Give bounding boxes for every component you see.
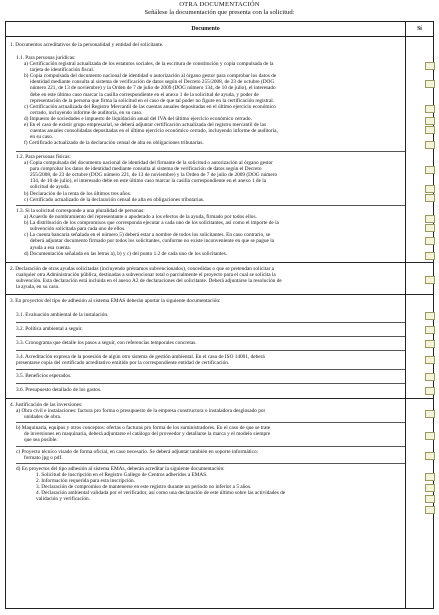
paragraph-line: la ayuda, en su caso.: [16, 284, 60, 291]
documentation-table: [5, 21, 434, 609]
divider: [16, 151, 405, 152]
section-1-3: [10, 208, 402, 257]
checkbox-1-1-e[interactable]: [425, 126, 435, 134]
divider: [16, 446, 405, 447]
column-header-document: Documento: [191, 26, 220, 32]
section-1: [10, 42, 402, 48]
checkbox-3-6[interactable]: [425, 387, 435, 395]
subsection-title: 1.1. Para personas jurídicas:: [16, 55, 76, 61]
checkbox-4-d-3[interactable]: [425, 495, 435, 503]
section-3-title: 3. En proyectos del tipo de adhesión al sistema EMAS deberán aportar la siguiente documentación:: [10, 298, 221, 304]
list-item: para comprobar los datos de identidad mediante consulta al sistema de verificación de datos según el Decreto: [30, 166, 262, 173]
list-item-3-1: [10, 312, 402, 318]
list-item-3-2: [10, 326, 402, 332]
list-item: b) La distribución de los compromisos que corresponda ejecutar a cada uno de los solicitantes, así como el importe de la: [24, 220, 279, 227]
list-item: número 221, de 13 de noviembre) y la Orden de 7 de julio de 2009 (DOG número 134, de 10 de julio), el interesado: [30, 85, 276, 92]
checkbox-4-b[interactable]: [425, 432, 435, 440]
paragraph-line: 2. Declaración de otras ayudas solicitadas (incluyendo préstamos subvencionados), concedidas o que se pretendan solicitar a: [10, 266, 275, 272]
list-item: d) Impuesto de sociedades e impuesto de liquidación anual del IVA del último ejercicio económico cerrado.: [24, 115, 252, 122]
list-item-3-6: [10, 387, 402, 393]
list-item: cuentas anuales consolidadas depositadas en el último ejercicio económico cerrado, incluyendo informe de auditoría,: [30, 128, 278, 135]
list-item: c) Certificado actualizado de la declaración censal de alta en obligaciones tributarias.: [24, 196, 205, 203]
list-item: presentarse copia del certificado acreditativo emitido por la correspondiente entidad de certificación.: [16, 360, 230, 367]
list-item: representación de la persona que firma la solicitud en el caso de que tal poder no figure en la certificación registral.: [30, 97, 274, 104]
list-item: en su caso.: [30, 134, 54, 141]
list-item: c) Certificación actualizada del Registro Mercantil de las cuentas anuales depositadas en el último ejercicio económico: [24, 103, 276, 110]
section-divider: [6, 398, 433, 399]
list-item: subvención solicitada para cada uno de ellos.: [30, 226, 126, 233]
checkbox-1-1-b[interactable]: [425, 80, 435, 88]
section-2: [10, 266, 402, 290]
list-item: 1. Solicitud de inscripción en el Registro Gallego de Centros adheridos a EMAS.: [36, 472, 208, 479]
list-item: ayuda a esa cuenta.: [30, 244, 71, 251]
checkbox-1-1-d[interactable]: [425, 117, 435, 125]
subsection-title: 1.3. Si la solicitud corresponde a una pluralidad de personas:: [16, 208, 145, 214]
checkbox-3-3[interactable]: [425, 340, 435, 348]
checkbox-1-2-b[interactable]: [425, 185, 435, 193]
list-item: b) Declaración de la renta de los últimos tres años.: [24, 190, 132, 197]
list-item: solicitud de ayuda.: [30, 184, 70, 191]
list-item: 3.2. Política ambiental a seguir.: [16, 326, 83, 332]
divider: [16, 336, 405, 337]
list-item: de inversiones en maquinaria, deberá adjuntarse el catálogo del proveedor y detallarse la marca y el modelo siempre: [24, 431, 271, 438]
divider: [16, 463, 405, 464]
checkbox-4-d-2[interactable]: [425, 484, 435, 492]
checkbox-4-d-1[interactable]: [425, 473, 435, 481]
divider: [16, 350, 405, 351]
list-item-4-c: [10, 449, 402, 461]
list-item: f) Certificado actualizado de la declaración censal de alta en obligaciones tributarias.: [24, 140, 204, 147]
list-item: 3.6. Presupuesto detallado de los gastos.: [16, 387, 102, 393]
paragraph-line: subvención. Esta declaración está incluida en el anexo A2 de declaraciones del solicitante. Deberá adjuntarse la resolución de: [16, 278, 282, 285]
list-item: formato jpg o pdf.: [24, 455, 63, 462]
list-item: d) En proyectos del tipo adhesión al sistema EMAs, deberán acreditar la siguiente documentación:: [16, 466, 225, 472]
divider: [16, 205, 405, 206]
page-subtitle: Señálese la documentación que presenta con la solicitud:: [144, 9, 295, 16]
list-item-3-3: [10, 340, 402, 346]
checkbox-1-1-a[interactable]: [425, 62, 435, 70]
divider: [16, 422, 405, 423]
list-item: 3.5. Beneficios esperados.: [16, 373, 72, 379]
column-header-si: Sí: [417, 26, 422, 32]
checkbox-2[interactable]: [425, 276, 435, 284]
list-item-4-b: [10, 425, 402, 443]
list-item: 255/2008, de 23 de octubre (DOG número 221, de 13 de noviembre) y la Orden de 7 de julio de 2009 (DOG número: [30, 172, 278, 179]
checkbox-1-2-c[interactable]: [425, 194, 435, 202]
list-item: cerrado, incluyendo informe de auditoría, en su caso.: [30, 109, 143, 116]
list-item: b) Maquinaria, equipos y otros conceptos: ofertas o facturas pro forma de los suministradores. En el caso de que se trate: [16, 425, 271, 431]
table-header: [6, 22, 433, 37]
checkbox-1-2-a[interactable]: [425, 166, 435, 174]
divider: [16, 383, 405, 384]
list-item: 3.3. Cronograma que detalle los pasos a seguir, con referencias temporales concretas.: [16, 340, 197, 346]
section-4: [10, 402, 402, 420]
column-divider: [405, 22, 406, 608]
list-item: 134, de 10 de julio), el interesado debe en este último caso marcar la casilla correspondiente en el anexo 1 de la: [30, 178, 267, 185]
paragraph-line: cualquier otra Administración pública, destinadas a subvencionar total o parcialmente el proyecto para el cual se solicita la: [16, 272, 276, 279]
checkbox-1-1-f[interactable]: [425, 141, 435, 149]
checkbox-3-4[interactable]: [425, 356, 435, 364]
list-item: que sea posible.: [24, 437, 58, 444]
list-item: a) Acuerdo de nombramiento del representante o apoderado a los efectos de la ayuda, firmado por todos ellos.: [24, 214, 257, 221]
list-item: c) La cuenta bancaria señalada en el número 5) deberá estar a nombre de todos los solicitantes. En caso contrario, se: [24, 232, 271, 239]
list-item: 3.4. Acreditación expresa de la posesión de algún otro sistema de gestión ambiental. En el caso de ISO 14001, deberá: [16, 354, 265, 360]
checkbox-4-c[interactable]: [425, 452, 435, 460]
list-item: b) Copia compulsada del documento nacional de identidad o autorización al órgano gestor para comprobar los datos de: [24, 73, 277, 80]
section-3: [10, 298, 402, 304]
list-item: deberá adjuntar documento firmado por todos los solicitantes, conforme no existe inconveniente en que se pague la: [30, 238, 275, 245]
checkbox-1-3-d[interactable]: [425, 252, 435, 260]
list-item: 3.1. Evaluación ambiental de la instalación.: [16, 312, 109, 318]
list-item-3-5: [10, 373, 402, 379]
list-item: debe en este último caso marcar la casilla correspondiente en el anexo 1 de la solicitud de ayuda, y poder de: [30, 91, 259, 98]
list-item: a) Certificación registral actualizada de los estatutos sociales, de la escritura de constitución y copia compulsada de la: [24, 61, 274, 68]
list-item: identidad mediante consulta al sistema de verificación de datos según el Decreto 255/2008, de 23 de octubre (DOG: [30, 79, 275, 86]
list-item: e) En el caso de existir grupo empresarial, se deberá adjuntar certificación actualizada del registro mercantil de las: [24, 122, 267, 129]
subsection-title: 1.2. Para personas físicas:: [16, 154, 71, 160]
page-title: OTRA DOCUMENTACIÓN: [179, 1, 260, 8]
checkbox-1-3-a[interactable]: [425, 215, 435, 223]
list-item: c) Proyecto técnico visado de forma oficial, en caso necesario. Se deberá adjuntar también en soporte informático:: [16, 449, 259, 455]
section-divider: [6, 262, 433, 263]
checkbox-3-2[interactable]: [425, 326, 435, 334]
checkbox-1-3-b[interactable]: [425, 224, 435, 232]
checkbox-4-d-4[interactable]: [425, 506, 435, 514]
section-divider: [6, 294, 433, 295]
list-item-3-4: [10, 354, 402, 366]
list-item: 2. Información requerida para esta inscripción.: [36, 478, 135, 485]
list-item: a) Obra civil e instalaciones: factura pro forma o presupuesto de la empresa constructora o instaladora desglosado por: [16, 408, 266, 415]
checkbox-3-5[interactable]: [425, 373, 435, 381]
checkbox-1-1-c[interactable]: [425, 105, 435, 113]
section-4-title: 4. Justificación de las inversiones:: [10, 402, 83, 408]
list-item: validación y verificación.: [36, 496, 90, 503]
section-1-title: 1. Documentos acreditativos de la personalidad y entidad del solicitante.: [10, 42, 164, 48]
checkbox-1-3-c[interactable]: [425, 237, 435, 245]
list-item: unidades de obra.: [24, 414, 62, 421]
divider: [16, 322, 405, 323]
list-item: tarjeta de identificación fiscal.: [30, 67, 95, 74]
list-item: d) Documentación señalada en las letras a), b) y c) del punto 1.2 de cada uno de los solicitantes.: [24, 250, 228, 257]
list-item: a) Copia compulsada del documento nacional de identidad del firmante de la solicitud o autorización al órgano gestor: [24, 160, 273, 167]
checkbox-3-1[interactable]: [425, 312, 435, 320]
list-item: 3. Declaración de compromiso de mantenerse en este registro durante un período no inferior a 5 años.: [36, 484, 252, 491]
section-1-1: [10, 55, 402, 146]
list-item: 4. Declaración ambiental validada por el verificador, así como una declaración de este último sobre las actividades de: [36, 490, 286, 497]
section-1-2: [10, 154, 402, 203]
checkbox-4-a[interactable]: [425, 410, 435, 418]
divider: [16, 369, 405, 370]
list-item-4-d: [10, 466, 402, 503]
